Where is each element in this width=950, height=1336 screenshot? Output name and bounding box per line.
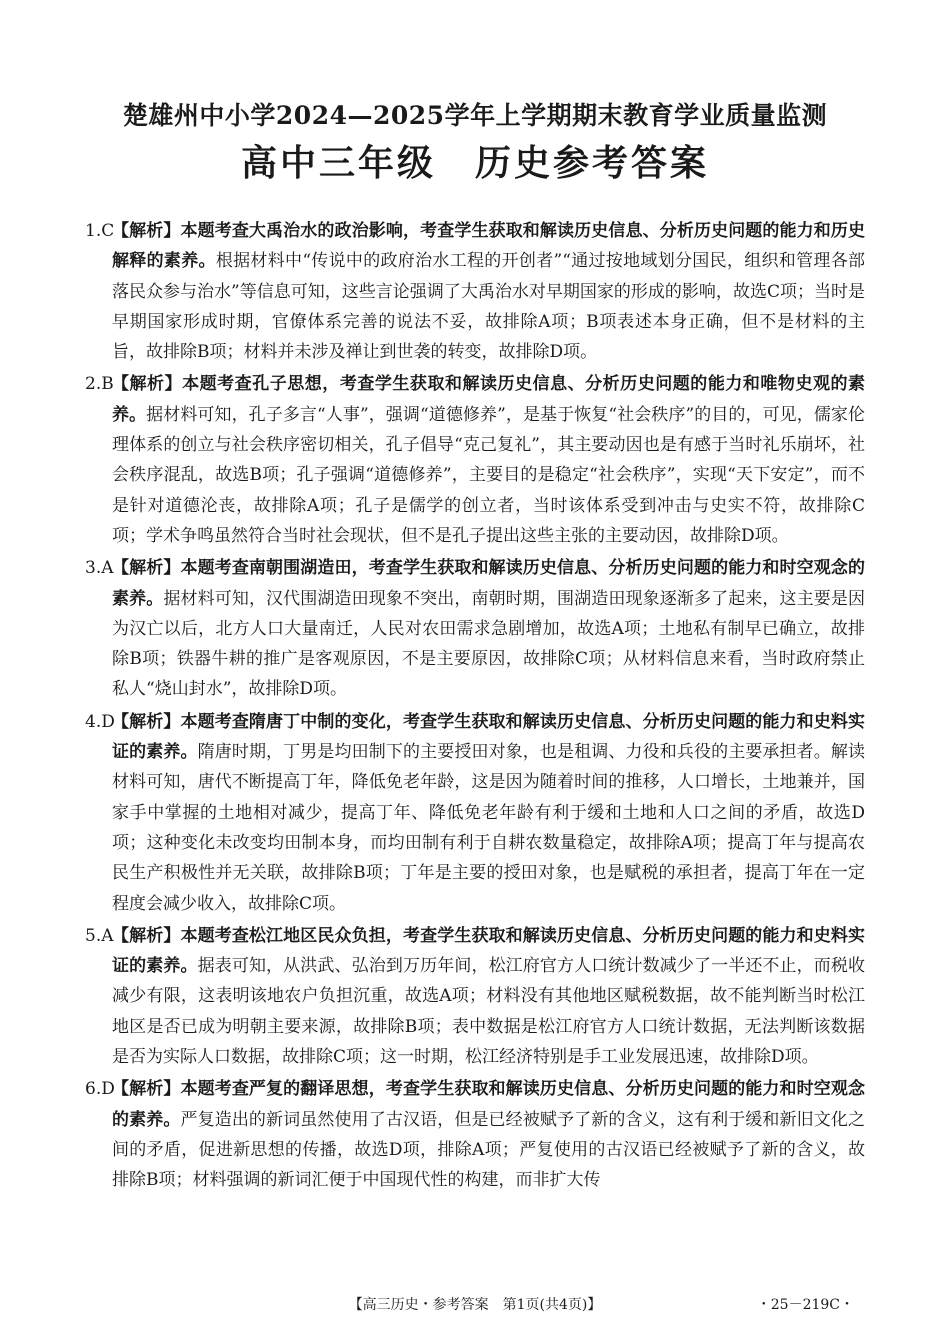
answer-summary: 本题考查严复的翻译思想，考查学生获取和解读历史信息、分析历史问题的能力和时空观念的素养。 — [112, 1079, 866, 1130]
answer-item-5 — [85, 921, 865, 1072]
answer-item-2 — [85, 369, 865, 551]
answer-number: 6.D — [85, 1079, 115, 1100]
answer-summary: 本题考查孔子思想，考查学生获取和解读历史信息、分析历史问题的能力和唯物史观的素养。 — [112, 374, 866, 425]
analysis-tag: 【解析】 — [112, 711, 181, 732]
answer-body: 隋唐时期，丁男是均田制下的主要授田对象，也是租调、力役和兵役的主要承担者。解读材料可知，唐代不断提高丁年，降低免老年龄，这是因为随着时间的推移，人口增长，土地兼并，国家手中掌握的土地相对减少，提高丁年、降低免老年龄有利于缓和土地和人口之间的矛盾，故选D项；这种变化未改变均田制本身，而均田制有利于自耕农数量稳定，故排除A项；提高丁年与提高农民生产积极性并无关联，故排除B项；丁年是主要的授田对象，也是赋税的承担者，提高丁年在一定程度会减少收入，故排除C项。 — [112, 742, 866, 914]
answer-number: 1.C — [85, 221, 115, 241]
answer-item-4 — [85, 707, 865, 919]
answer-summary: 本题考查南朝围湖造田，考查学生获取和解读历史信息、分析历史问题的能力和时空观念的素养。 — [112, 558, 866, 609]
analysis-tag: 【解析】 — [112, 1079, 181, 1100]
answer-item-1 — [85, 216, 865, 367]
answer-number: 5.A — [85, 925, 114, 946]
analysis-tag: 【解析】 — [112, 374, 183, 395]
answer-summary: 本题考查松江地区民众负担，考查学生获取和解读历史信息、分析历史问题的能力和史料实证的素养。 — [112, 925, 866, 977]
answer-body: 据材料可知，孔子多言“人事”，强调“道德修养”，是基于恢复“社会秩序”的目的，可见，儒家伦理体系的创立与社会秩序密切相关，孔子倡导“克己复礼”，其主要动因也是有感于当时礼乐崩坏，社会秩序混乱，故选B项；孔子强调“道德修养”，主要目的是稳定“社会秩序”，实现“天下安定”，而不是针对道德沦丧，故排除A项；孔子是儒学的创立者，当时该体系受到冲击与史实不符，故排除C项；学术争鸣虽然符合当时社会现状，但不是孔子提出这些主张的主要动因，故排除D项。 — [112, 404, 865, 546]
answer-body: 根据材料中“传说中的政府治水工程的开创者”“通过按地域划分国民，组织和管理各部落民众参与治水”等信息可知，这些言论强调了大禹治水对早期国家的形成的影响，故选C项；当时是早期国家形成时期，官僚体系完善的说法不妥，故排除A项；B项表述本身正确，但不是材料的主旨，故排除B项；材料并未涉及禅让到世袭的转变，故排除D项。 — [112, 251, 866, 363]
answer-body: 严复造出的新词虽然使用了古汉语，但是已经被赋予了新的含义，这有利于缓和新旧文化之间的矛盾，促进新思想的传播，故选D项，排除A项；严复使用的古汉语已经被赋予了新的含义，故排除B项；材料强调的新词汇便于中国现代性的构建，而非扩大传 — [112, 1109, 866, 1191]
answer-body: 据表可知，从洪武、弘治到万历年间，松江府官方人口统计数减少了一半还不止，而税收减少有限，这表明该地农户负担沉重，故选A项；材料没有其他地区赋税数据，故不能判断当时松江地区是否已成为明朝主要来源，故排除B项；表中数据是松江府官方人口统计数据，无法判断该数据是否为实际人口数据，故排除C项；这一时期，松江经济特别是手工业发展迅速，故排除D项。 — [112, 956, 866, 1068]
document-code: ・25－219C・ — [756, 1297, 854, 1313]
answer-title: 高中三年级 历史参考答案 — [240, 142, 709, 184]
analysis-tag: 【解析】 — [112, 558, 181, 579]
page-header — [0, 98, 950, 188]
answer-summary: 本题考查大禹治水的政治影响，考查学生获取和解读历史信息、分析历史问题的能力和历史解释的素养。 — [112, 221, 866, 272]
analysis-tag: 【解析】 — [112, 925, 181, 946]
answer-number: 2.B — [85, 374, 114, 395]
answer-body: 据材料可知，汉代围湖造田现象不突出，南朝时期，围湖造田现象逐渐多了起来，这主要是因为汉亡以后，北方人口大量南迁，人民对农田需求急剧增加，故选A项；土地私有制早已确立，故排除B项；铁器牛耕的推广是客观原因，不是主要原因，故排除C项；从材料信息来看，当时政府禁止私人“烧山封水”，故排除D项。 — [112, 588, 866, 700]
answer-item-6 — [85, 1074, 865, 1195]
answer-number: 4.D — [85, 711, 115, 732]
answer-item-3 — [85, 553, 865, 704]
answer-summary: 本题考查隋唐丁中制的变化，考查学生获取和解读历史信息、分析历史问题的能力和史料实证的素养。 — [112, 711, 866, 763]
answer-number: 3.A — [85, 558, 114, 579]
exam-title: 楚雄州中小学2024—2025学年上学期期末教育学业质量监测 — [122, 101, 828, 130]
page-footer — [0, 1294, 950, 1316]
analysis-tag: 【解析】 — [112, 221, 181, 241]
page-indicator: 【高三历史・参考答案 第1页(共4页)】 — [348, 1297, 602, 1313]
answer-list — [85, 216, 865, 1198]
